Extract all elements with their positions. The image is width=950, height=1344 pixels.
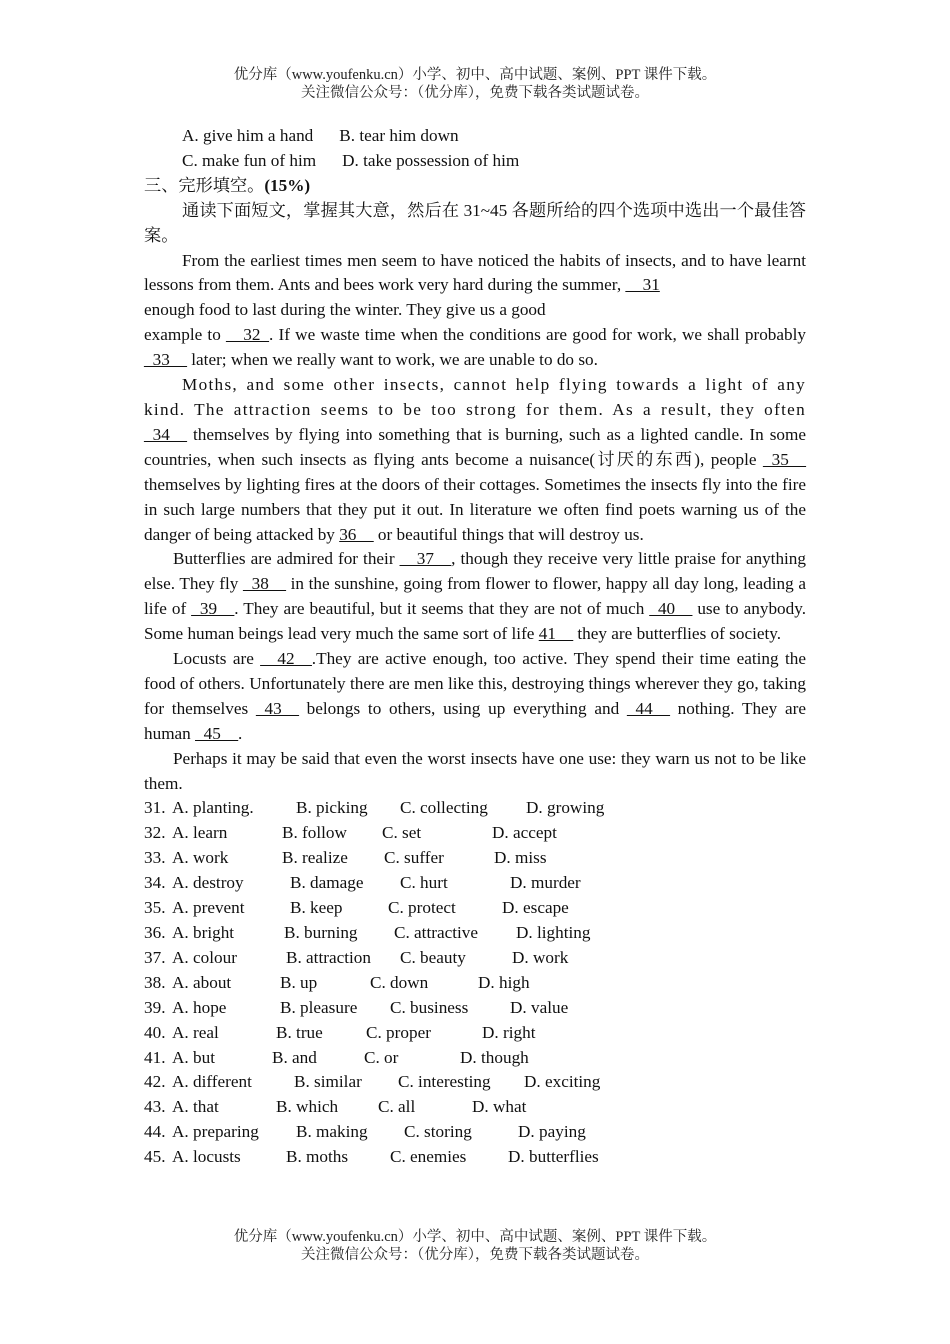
option-b: B. making: [296, 1122, 368, 1142]
question-row: [144, 1046, 806, 1071]
question-row: [144, 1021, 806, 1046]
option-b: B. picking: [296, 798, 368, 818]
option-c: C. down: [370, 972, 429, 992]
question-row: [144, 1070, 806, 1095]
option-d: D. right: [482, 1022, 536, 1042]
prev-options-row-2: [144, 149, 806, 174]
question-row: [144, 1095, 806, 1120]
option-a: A. real: [172, 1022, 219, 1042]
passage-text: in the sunshine, going from flower to flower, happy all day long, leading a life of: [144, 574, 806, 619]
option-c: C. hurt: [400, 873, 448, 893]
prev-option-a: A. give him a hand: [182, 126, 314, 145]
passage-text: From the earliest times men seem to have noticed the habits of insects, and to have learnt lessons from them. Ants and bees work very hard during the summer,: [144, 250, 806, 295]
option-b: B. keep: [290, 898, 343, 918]
footer-line-1: 优分库（www.youfenku.cn）小学、初中、高中试题、案例、PPT 课件下载。: [233, 1229, 717, 1245]
option-a: A. that: [172, 1097, 219, 1117]
option-c: C. interesting: [398, 1072, 491, 1092]
option-b: B. burning: [284, 923, 358, 942]
passage-paragraph-3: [144, 547, 806, 647]
question-number: 35.: [144, 898, 166, 918]
option-b: B. and: [272, 1047, 317, 1067]
passage-text: Moths, and some other insects, cannot help flying towards a light of any kind. The attraction seems to be too strong for them. As a result,: [144, 375, 806, 419]
question-row: [144, 896, 806, 921]
passage-text: enough food to last during the winter. They give us a good: [144, 300, 546, 320]
option-a: A. prevent: [172, 898, 245, 918]
option-d: D. lighting: [516, 923, 591, 942]
prev-option-d: D. take possession of him: [342, 150, 520, 170]
passage-text: Locusts are: [173, 649, 261, 669]
passage-text: themselves by flying into something that is burning, such as a lighted candle. In some countries, when such insects as flying ants become a nuisance(讨厌的东西), people: [144, 424, 806, 469]
passage-text: , though they receive very little praise for anything else. They fly: [144, 549, 806, 594]
passage-text: . If we waste time when the conditions are good for work, we shall probably: [269, 325, 806, 345]
option-d: D. high: [478, 972, 530, 992]
option-c: C. protect: [388, 898, 456, 918]
option-c: C. business: [390, 997, 469, 1017]
passage-text: .: [238, 723, 243, 743]
blank-38: _38__: [243, 574, 286, 594]
prev-option-b: B. tear him down: [339, 126, 459, 145]
blank-37: __37__: [399, 549, 452, 569]
passage-paragraph-1: [144, 249, 806, 374]
option-d: D. what: [472, 1097, 527, 1117]
blank-36: 36__: [339, 524, 374, 544]
blank-43: _43__: [255, 698, 299, 718]
blank-32: __32_: [226, 325, 269, 345]
option-a: A. different: [172, 1072, 252, 1092]
option-b: B. pleasure: [280, 997, 358, 1017]
question-number: 43.: [144, 1097, 166, 1117]
option-a: A. destroy: [172, 873, 244, 893]
section-title-text: 三、完形填空。: [144, 175, 265, 195]
passage-text: they are butterflies of society.: [573, 624, 782, 644]
question-number: 45.: [144, 1147, 166, 1167]
question-number: 33.: [144, 848, 166, 868]
prev-option-c: C. make fun of him: [182, 150, 317, 170]
option-b: B. similar: [294, 1072, 362, 1092]
passage-text: or beautiful things that will destroy us.: [373, 524, 644, 544]
option-d: D. butterflies: [508, 1147, 599, 1167]
question-row: [144, 996, 806, 1021]
question-number: 41.: [144, 1047, 166, 1067]
passage-text: later; when we really want to work, we are unable to do so.: [186, 350, 598, 370]
option-d: D. escape: [502, 898, 569, 918]
question-number: 37.: [144, 947, 166, 967]
option-a: A. hope: [172, 997, 227, 1017]
option-d: D. paying: [518, 1122, 586, 1142]
option-b: B. up: [280, 972, 318, 992]
passage-text: .They are active enough, too active. They spend their time eating the food of others. Unfortunately there are men like this, destroying things wherever they go, taking for themselves: [144, 649, 807, 718]
passage-paragraph-4: [144, 647, 806, 747]
blank-33: _33__: [144, 350, 187, 370]
option-c: C. storing: [404, 1122, 472, 1142]
blank-45: _45__: [195, 723, 239, 743]
question-row: [144, 921, 806, 946]
option-d: D. value: [510, 997, 569, 1017]
passage-text: they often: [720, 399, 806, 419]
option-d: D. miss: [494, 848, 547, 868]
passage-text: Butterflies are admired for their: [173, 549, 400, 569]
option-a: A. but: [172, 1047, 215, 1067]
section-title: [144, 174, 806, 199]
header-line-1: 优分库（www.youfenku.cn）小学、初中、高中试题、案例、PPT 课件下载。: [233, 67, 717, 83]
question-row: [144, 871, 806, 896]
option-a: A. about: [172, 972, 232, 992]
option-c: C. enemies: [390, 1147, 467, 1167]
prev-options-row-1: [144, 124, 806, 149]
option-c: C. or: [364, 1047, 399, 1067]
passage-text: belongs to others, using up everything and: [298, 698, 627, 718]
question-row: [144, 796, 806, 821]
passage-text: example to: [144, 325, 227, 345]
question-row: [144, 971, 806, 996]
option-b: B. attraction: [286, 947, 371, 967]
option-c: C. beauty: [400, 947, 466, 967]
blank-40: _40__: [649, 599, 693, 619]
blank-39: _39__: [191, 599, 235, 619]
option-a: A. learn: [172, 823, 228, 843]
blank-35: _35__: [763, 449, 806, 469]
blank-42: __42__: [260, 649, 312, 669]
option-b: B. which: [276, 1097, 339, 1117]
option-b: B. moths: [286, 1147, 349, 1167]
passage-paragraph-5: Perhaps it may be said that even the worst insects have one use: they warn us not to be like them.: [144, 748, 806, 793]
option-c: C. suffer: [384, 848, 444, 868]
option-a: A. bright: [172, 923, 235, 942]
option-d: D. murder: [510, 873, 581, 893]
option-a: A. preparing: [172, 1122, 259, 1142]
passage-text: nothing. They are human: [144, 698, 807, 743]
option-d: D. though: [460, 1047, 529, 1067]
option-a: A. planting.: [172, 798, 254, 818]
option-c: C. set: [382, 823, 422, 843]
question-number: 44.: [144, 1122, 166, 1142]
blank-44: _44__: [626, 698, 670, 718]
option-b: B. true: [276, 1022, 323, 1042]
question-number: 36.: [144, 923, 166, 942]
option-a: A. work: [172, 848, 229, 868]
header-line-2: 关注微信公众号：（优分库），免费下载各类试题试卷。: [301, 85, 649, 101]
question-row: [144, 946, 806, 971]
question-row: [144, 1145, 806, 1170]
question-number: 40.: [144, 1022, 166, 1042]
question-number: 38.: [144, 972, 166, 992]
question-number: 32.: [144, 823, 166, 843]
passage-paragraph-2: [144, 373, 806, 547]
option-b: B. damage: [290, 873, 364, 893]
option-d: D. accept: [492, 823, 557, 843]
section-score: (15%): [264, 175, 311, 195]
page-content: [144, 124, 806, 1170]
option-c: C. collecting: [400, 798, 488, 818]
option-b: B. realize: [282, 848, 348, 868]
option-c: C. proper: [366, 1022, 431, 1042]
footer-line-2: 关注微信公众号：（优分库），免费下载各类试题试卷。: [301, 1247, 649, 1263]
question-row: [144, 821, 806, 846]
question-row: [144, 846, 806, 871]
question-row: [144, 1120, 806, 1145]
section-instruction: 通读下面短文，掌握其大意，然后在 31~45 各题所给的四个选项中选出一个最佳答案。: [144, 200, 806, 245]
page-footer: [0, 1228, 950, 1264]
blank-34: _34__: [144, 424, 187, 444]
option-a: A. locusts: [172, 1147, 241, 1167]
passage-text: . They are beautiful, but it seems that they are not of much: [234, 599, 650, 619]
question-number: 34.: [144, 873, 166, 893]
option-c: C. attractive: [394, 923, 478, 942]
option-d: D. growing: [526, 798, 605, 818]
page-header: [0, 66, 950, 102]
option-d: D. work: [512, 947, 569, 967]
question-number: 39.: [144, 997, 166, 1017]
option-c: C. all: [378, 1097, 416, 1117]
passage-text: themselves by lighting fires at the doors of their cottages. Sometimes the insects fly into the fire in such large numbers that they put it out. In literature we often find poets warning us of the danger of being attacked by: [144, 474, 806, 544]
option-a: A. colour: [172, 947, 237, 967]
blank-41: 41__: [538, 624, 574, 644]
option-b: B. follow: [282, 823, 347, 843]
question-number: 42.: [144, 1072, 166, 1092]
option-d: D. exciting: [524, 1072, 601, 1092]
question-number: 31.: [144, 798, 166, 818]
blank-31: __31: [625, 275, 660, 295]
question-list: [144, 796, 806, 1170]
passage-text: use to anybody. Some human beings lead very much the same sort of life: [144, 599, 806, 644]
